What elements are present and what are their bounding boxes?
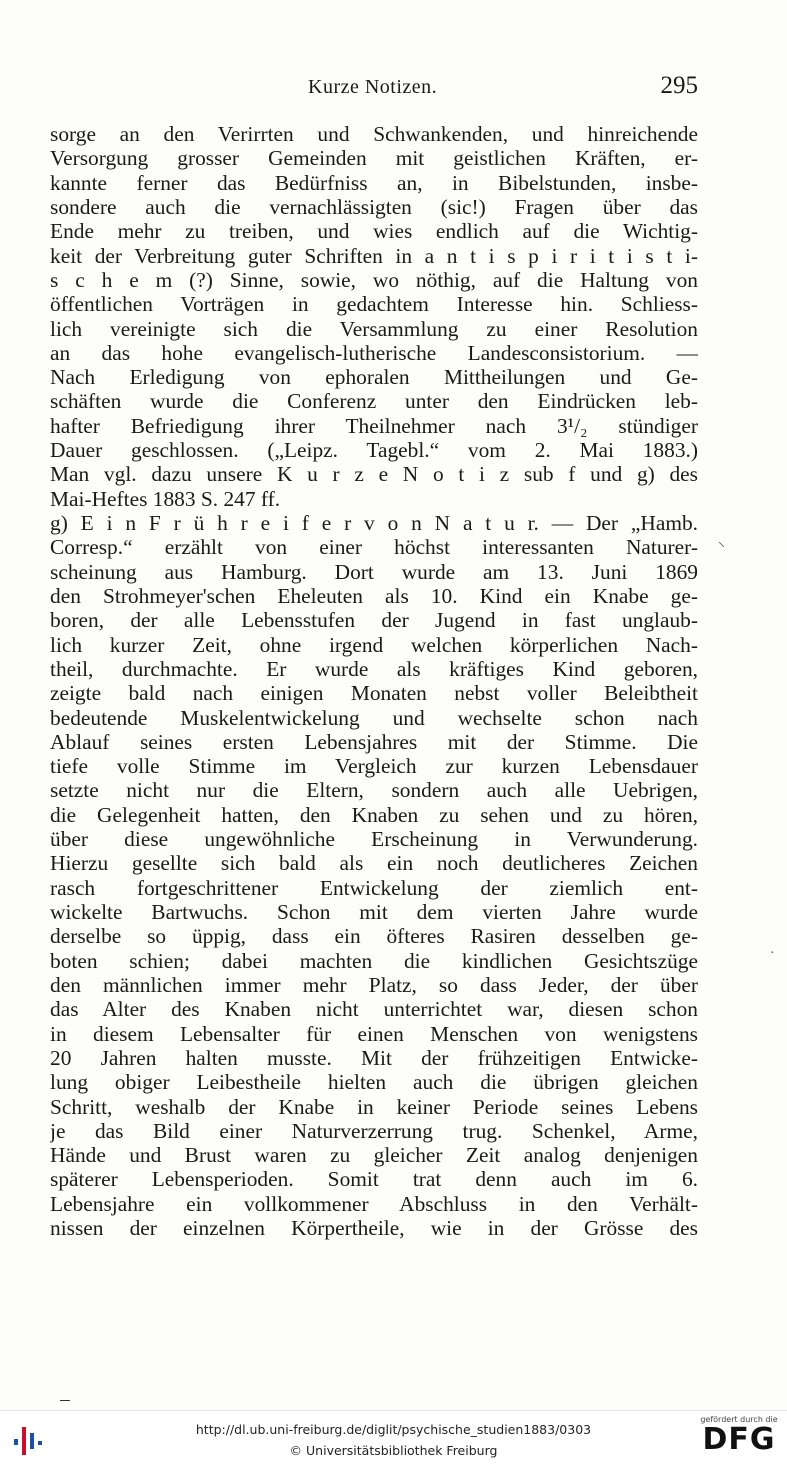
text-line: über diese ungewöhnliche Erscheinung in Verwunderung. [50, 827, 698, 852]
text-line: Lebensjahre ein vollkommener Abschluss in den Verhält- [50, 1191, 698, 1216]
text-line: den männlichen immer mehr Platz, so dass Jeder, der über [50, 972, 698, 997]
text-line: boren, der alle Lebensstufen der Jugend in fast unglaub- [50, 608, 698, 633]
text-line: Ablauf seines ersten Lebensjahres mit der Stimme. Die [50, 729, 698, 754]
text-line: zeigte bald nach einigen Monaten nebst voller Beleibtheit [50, 681, 698, 706]
text-line: boten schien; dabei machten die kindlichen Gesichtszüge [50, 948, 698, 973]
text-line: Corresp.“ erzählt von einer höchst interessanten Naturer- [50, 535, 698, 560]
text-line: das Alter des Knaben nicht unterrichtet war, diesen schon [50, 997, 698, 1022]
text-line: wickelte Bartwuchs. Schon mit dem vierten Jahre wurde [50, 900, 698, 924]
text-line: g) E i n F r ü h r e i f e r v o n N a t u r. — Der „Hamb. [50, 511, 698, 535]
text-line: lich vereinigte sich die Versammlung zu einer Resolution [50, 316, 698, 341]
dfg-logo-text: DFG [702, 1422, 776, 1457]
text-line: s c h e m (?) Sinne, sowie, wo nöthig, auf die Haltung von [50, 267, 698, 292]
page-header [50, 72, 698, 104]
text-line: je das Bild einer Naturverzerrung trug. Schenkel, Arme, [50, 1118, 698, 1143]
text-line: setzte nicht nur die Eltern, sondern auch alle Uebrigen, [50, 778, 698, 803]
text-line: Schritt, weshalb der Knabe in keiner Periode seines Lebens [50, 1094, 698, 1119]
text-line: lung obiger Leibestheile hielten auch die übrigen gleichen [50, 1070, 698, 1095]
text-line: Man vgl. dazu unsere K u r z e N o t i z sub f und g) des [50, 462, 698, 487]
text-line: Dauer geschlossen. („Leipz. Tagebl.“ vom 2. Mai 1883.) [50, 438, 698, 463]
text-line: Hierzu gesellte sich bald als ein noch deutlicheres Zeichen [50, 851, 698, 876]
text-line: bedeutende Muskelentwickelung und wechselte schon nach [50, 705, 698, 730]
text-line: Ende mehr zu treiben, und wies endlich auf die Wichtig- [50, 219, 698, 244]
running-head: Kurze Notizen. [308, 76, 438, 98]
text-line: Mai-Heftes 1883 S. 247 ff. [50, 486, 281, 511]
margin-dash [60, 1400, 70, 1401]
text-line: keit der Verbreitung guter Schriften in a n t i s p i r i t i s t i- [50, 243, 698, 268]
viewer-footer [0, 1410, 787, 1466]
text-line: die Gelegenheit hatten, den Knaben zu sehen und zu hören, [50, 802, 698, 827]
text-line: den Strohmeyer'schen Eheleuten als 10. Kind ein Knabe ge- [50, 583, 698, 608]
text-line: Versorgung grosser Gemeinden mit geistlichen Kräften, er- [50, 146, 698, 171]
copyright-notice: © Universitätsbibliothek Freiburg [289, 1443, 498, 1458]
text-line: derselbe so üppig, dass ein öfteres Rasiren desselben ge- [50, 924, 698, 949]
text-line: öffentlichen Vorträgen in gedachtem Interesse hin. Schliess- [50, 292, 698, 317]
text-line: Nach Erledigung von ephoralen Mittheilungen und Ge- [50, 365, 698, 390]
text-line: Hände und Brust waren zu gleicher Zeit analog denjenigen [50, 1143, 698, 1168]
text-line: lich kurzer Zeit, ohne irgend welchen körperlichen Nach- [50, 632, 698, 657]
text-line: rasch fortgeschrittener Entwickelung der ziemlich ent- [50, 875, 698, 900]
text-line: nissen der einzelnen Körpertheile, wie in der Grösse des [50, 1216, 698, 1241]
text-line: späterer Lebensperioden. Somit trat denn auch im 6. [50, 1167, 698, 1192]
text-line: theil, durchmachte. Er wurde als kräftiges Kind geboren, [50, 656, 698, 681]
text-line: an das hohe evangelisch-lutherische Landesconsistorium. — [50, 340, 698, 365]
text-line: 20 Jahren halten musste. Mit der frühzeitigen Entwicke- [50, 1045, 698, 1070]
permalink-url[interactable]: http://dl.ub.uni-freiburg.de/diglit/psychische_studien1883/0303 [195, 1422, 592, 1437]
dfg-caption: gefördert durch die [700, 1415, 778, 1424]
text-line: sorge an den Verirrten und Schwankenden, und hinreichende [50, 122, 698, 146]
text-line: kannte ferner das Bedürfniss an, in Bibelstunden, insbe- [50, 170, 698, 195]
page-number: 295 [660, 72, 698, 99]
dfg-logo [699, 1415, 779, 1456]
text-line: hafter Befriedigung ihrer Theilnehmer nach 3¹/₂ stündiger [50, 413, 698, 438]
text-line: sondere auch die vernachlässigten (sic!) Fragen über das [50, 194, 698, 219]
margin-mark: · [770, 946, 775, 961]
margin-mark: ⸜ [718, 535, 725, 550]
text-line: in diesem Lebensalter für einen Menschen von wenigstens [50, 1021, 698, 1046]
text-line: scheinung aus Hamburg. Dort wurde am 13. Juni 1869 [50, 559, 698, 584]
text-line: schäften wurde die Conferenz unter den Eindrücken leb- [50, 389, 698, 414]
body-text [50, 122, 698, 1240]
text-line: tiefe volle Stimme im Vergleich zur kurzen Lebensdauer [50, 754, 698, 779]
